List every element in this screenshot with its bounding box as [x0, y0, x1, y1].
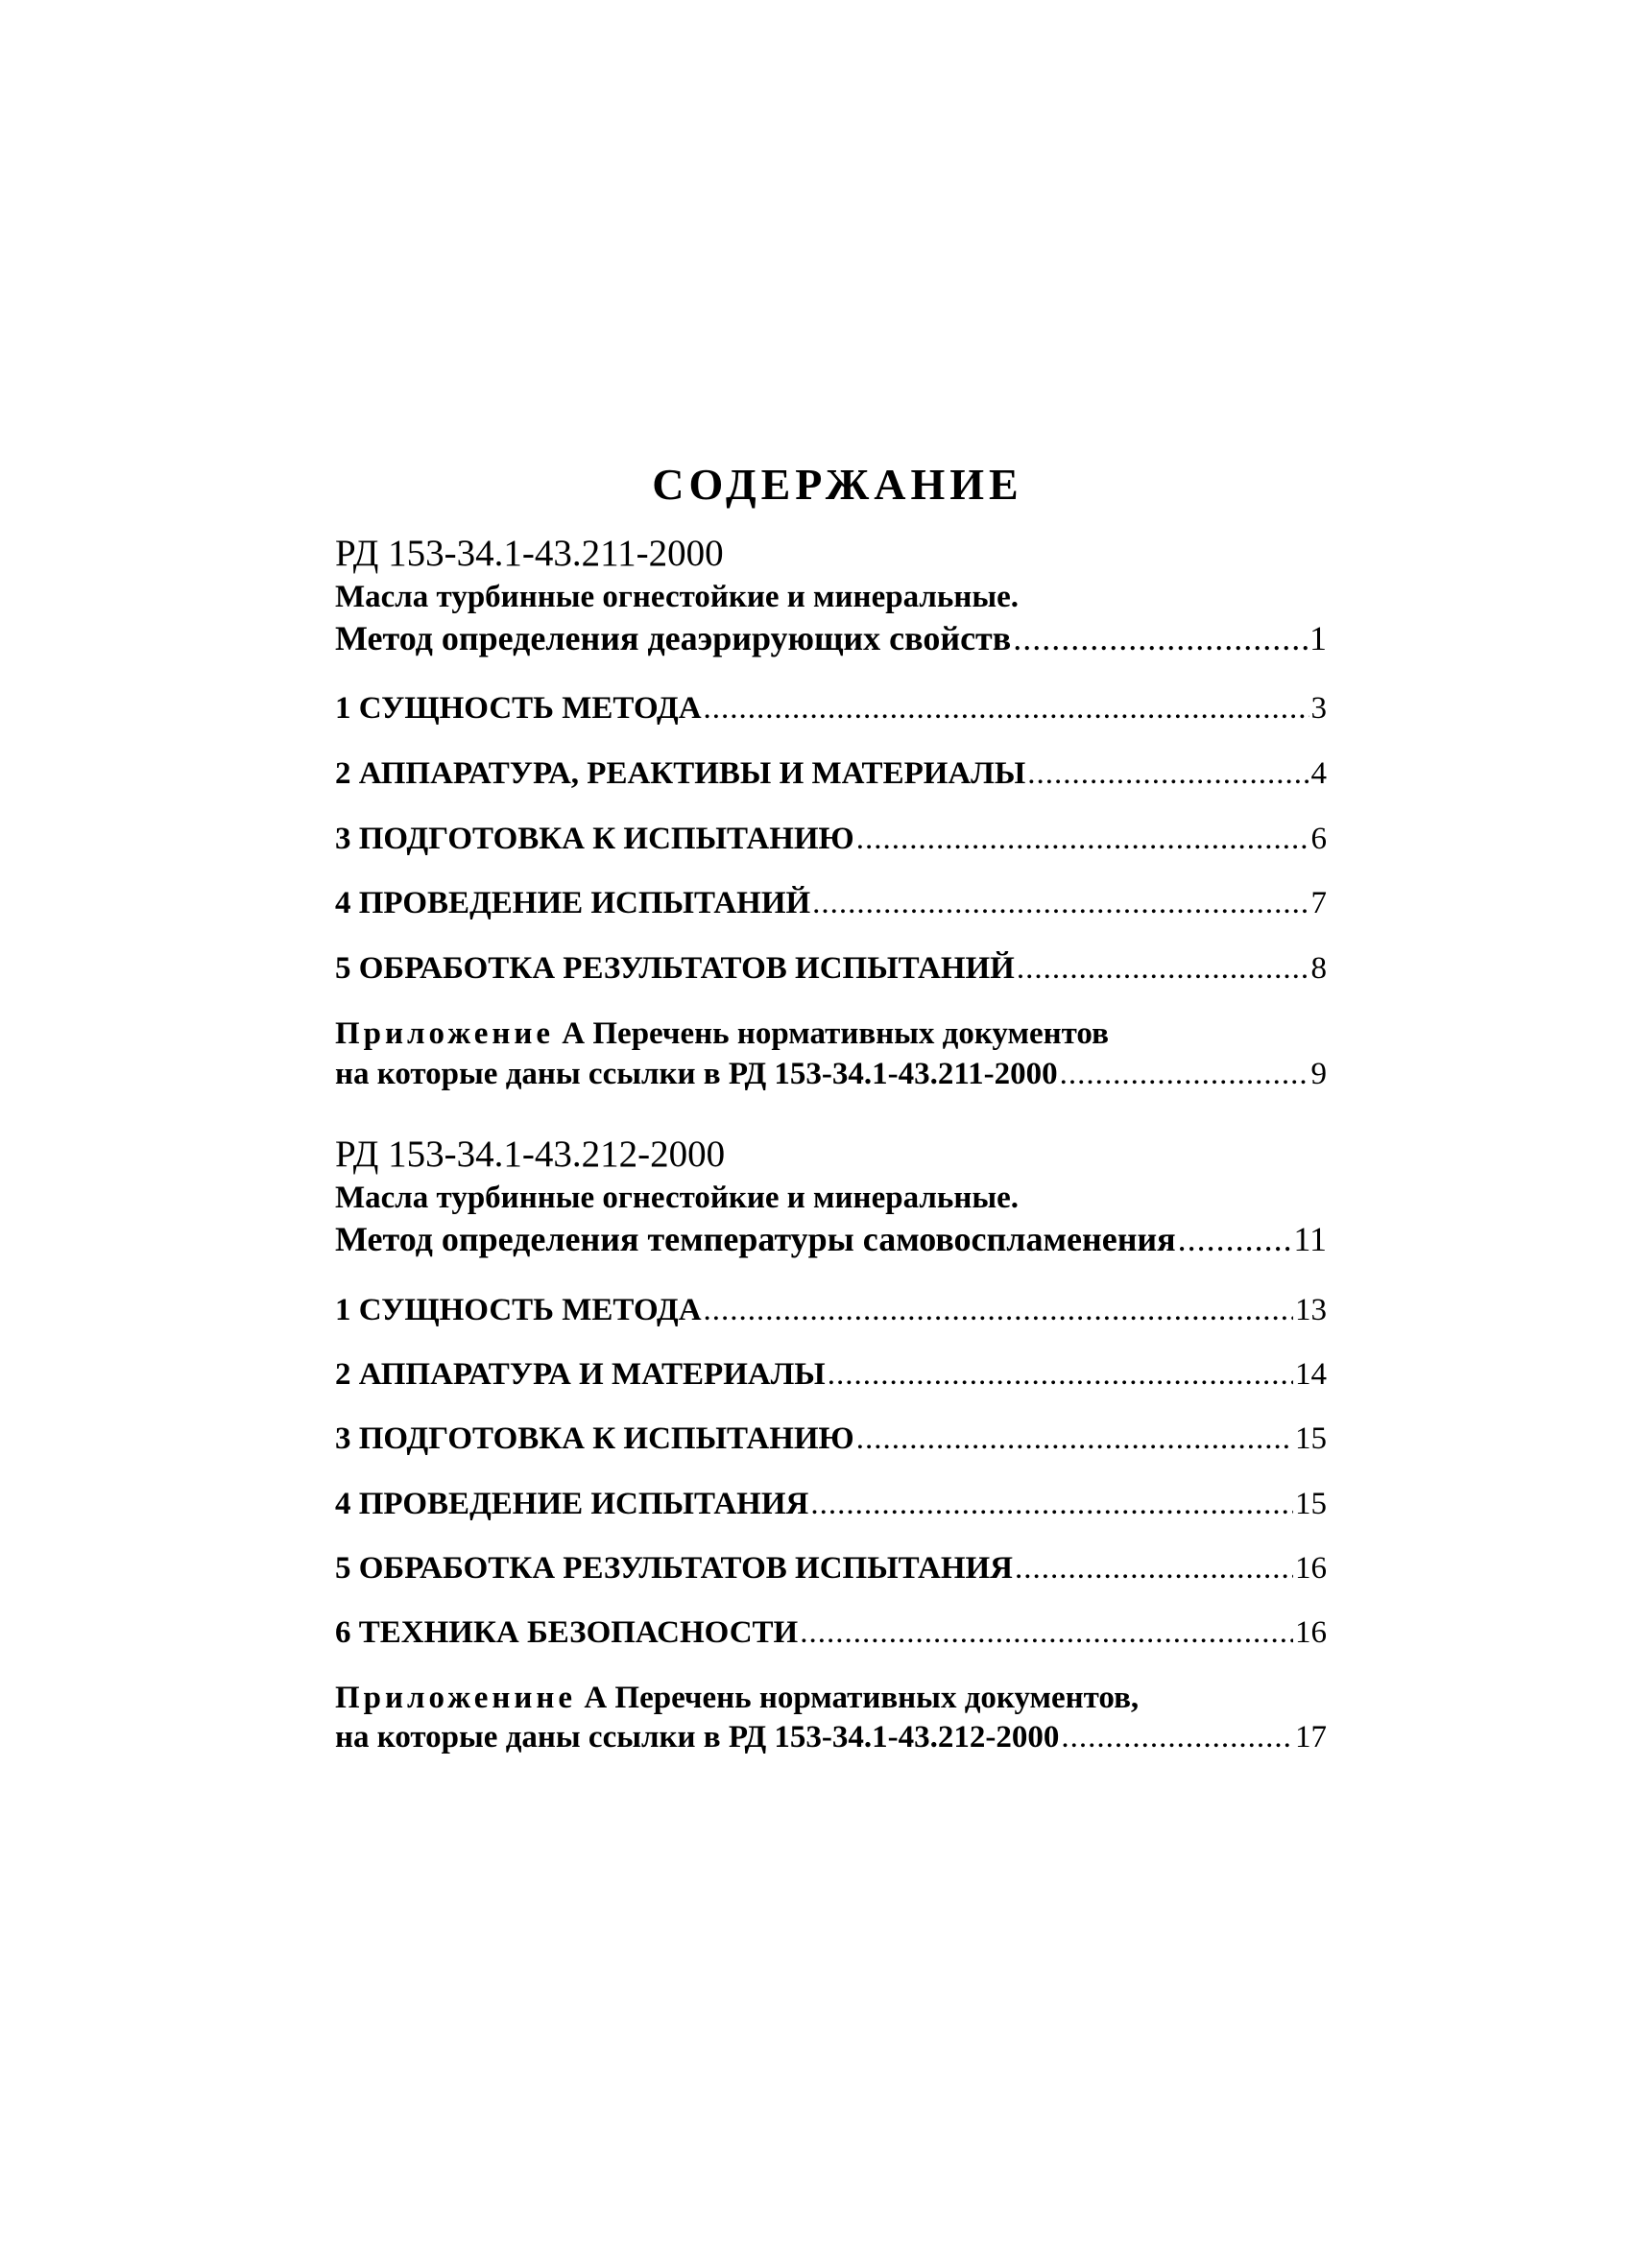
toc-page-number: 17 — [1295, 1720, 1327, 1755]
toc-entry[interactable] — [335, 1549, 1327, 1588]
dot-leader — [1061, 1718, 1293, 1756]
toc-entry-label: 3 ПОДГОТОВКА К ИСПЫТАНИЮ — [335, 1421, 854, 1456]
toc-page-number: 7 — [1310, 886, 1327, 920]
toc-entry[interactable] — [335, 1420, 1327, 1458]
toc-title: СОДЕРЖАНИЕ — [652, 460, 1023, 509]
toc-entry-label: Метод определения деаэрирующих свойств — [335, 619, 1012, 657]
doc-code: РД 153-34.1-43.211-2000 — [335, 533, 724, 574]
dot-leader — [828, 1355, 1293, 1394]
toc-page-number: 11 — [1293, 1220, 1327, 1258]
toc-entry-label: 1 СУЩНОСТЬ МЕТОДА — [335, 1293, 702, 1327]
doc-subtitle: Масла турбинные огнестойкие и минеральные. — [335, 1181, 1019, 1215]
toc-entry-label: Метод определения температуры самовоспламенения — [335, 1220, 1176, 1258]
toc-entry-label: 6 ТЕХНИКА БЕЗОПАСНОСТИ — [335, 1615, 799, 1650]
dot-leader — [856, 820, 1309, 858]
toc-page-number: 16 — [1295, 1615, 1327, 1650]
doc-subtitle: Масла турбинные огнестойкие и минеральные. — [335, 580, 1019, 614]
toc-entry[interactable] — [335, 754, 1327, 793]
appendix-title-line — [335, 1015, 1109, 1053]
doc-code: РД 153-34.1-43.212-2000 — [335, 1134, 726, 1175]
appendix-word: Приложенине — [335, 1681, 577, 1715]
toc-entry[interactable] — [335, 1355, 1327, 1394]
toc-entry-doc-main[interactable] — [335, 1219, 1327, 1259]
toc-entry-label: на которые даны ссылки в РД 153-34.1-43.212-2000 — [335, 1720, 1060, 1755]
toc-entry-label: 2 АППАРАТУРА, РЕАКТИВЫ И МАТЕРИАЛЫ — [335, 756, 1026, 791]
toc-entry-label: 5 ОБРАБОТКА РЕЗУЛЬТАТОВ ИСПЫТАНИЙ — [335, 951, 1015, 986]
toc-page-number: 16 — [1295, 1551, 1327, 1586]
dot-leader — [856, 1420, 1293, 1458]
appendix-title-line — [335, 1679, 1139, 1717]
toc-entry[interactable] — [335, 949, 1327, 988]
toc-page-number: 13 — [1295, 1293, 1327, 1327]
appendix-title-rest: А Перечень нормативных документов — [562, 1016, 1109, 1051]
dot-leader — [704, 1291, 1293, 1329]
toc-entry-doc-main[interactable] — [335, 618, 1327, 658]
dot-leader — [1015, 1549, 1293, 1588]
toc-entry[interactable] — [335, 689, 1327, 728]
dot-leader — [1027, 754, 1309, 793]
toc-entry[interactable] — [335, 1485, 1327, 1523]
dot-leader — [1017, 949, 1309, 988]
toc-entry-appendix[interactable] — [335, 1055, 1327, 1093]
dot-leader — [1178, 1219, 1292, 1259]
toc-page-number: 6 — [1310, 822, 1327, 856]
toc-entry-label: 3 ПОДГОТОВКА К ИСПЫТАНИЮ — [335, 822, 854, 856]
toc-page-number: 15 — [1295, 1487, 1327, 1521]
toc-entry[interactable] — [335, 884, 1327, 922]
toc-entry[interactable] — [335, 820, 1327, 858]
dot-leader — [704, 689, 1309, 728]
dot-leader — [800, 1613, 1293, 1652]
toc-entry-label: 2 АППАРАТУРА И МАТЕРИАЛЫ — [335, 1357, 826, 1392]
toc-entry-label: 1 СУЩНОСТЬ МЕТОДА — [335, 691, 702, 726]
toc-page-number: 3 — [1310, 691, 1327, 726]
toc-entry-label: на которые даны ссылки в РД 153-34.1-43.211-2000 — [335, 1057, 1058, 1091]
toc-entry[interactable] — [335, 1613, 1327, 1652]
toc-entry-label: 4 ПРОВЕДЕНИЕ ИСПЫТАНИЙ — [335, 886, 811, 920]
dot-leader — [812, 884, 1309, 922]
appendix-word: Приложение — [335, 1016, 555, 1051]
toc-entry-appendix[interactable] — [335, 1718, 1327, 1756]
dot-leader — [1013, 618, 1308, 658]
dot-leader — [1060, 1055, 1309, 1093]
toc-page-number: 8 — [1310, 951, 1327, 986]
toc-page-number: 9 — [1310, 1057, 1327, 1091]
toc-entry-label: 4 ПРОВЕДЕНИЕ ИСПЫТАНИЯ — [335, 1487, 809, 1521]
toc-page-number: 15 — [1295, 1421, 1327, 1456]
toc-page-number: 1 — [1309, 619, 1327, 657]
toc-entry-label: 5 ОБРАБОТКА РЕЗУЛЬТАТОВ ИСПЫТАНИЯ — [335, 1551, 1013, 1586]
toc-entry[interactable] — [335, 1291, 1327, 1329]
toc-page-number: 4 — [1310, 756, 1327, 791]
appendix-title-rest: А Перечень нормативных документов, — [584, 1681, 1140, 1715]
toc-page-number: 14 — [1295, 1357, 1327, 1392]
dot-leader — [810, 1485, 1293, 1523]
